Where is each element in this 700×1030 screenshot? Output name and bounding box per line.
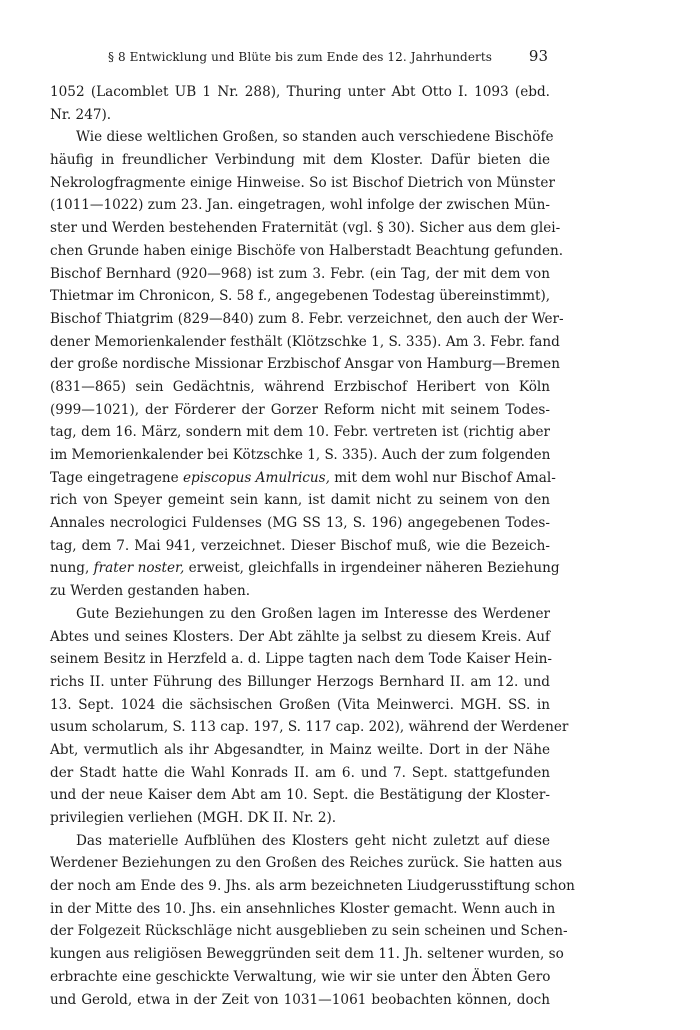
text-segment: im Memorienkalender bei Kötzschke 1, S. 335). Auch der zum folgenden [50,447,551,463]
text-line [50,194,550,217]
text-segment: (831—865) sein Gedächtnis, während Erzbischof Heribert von Köln [50,378,550,395]
text-segment: zu Werden gestanden haben. [50,583,251,600]
text-line [50,784,550,807]
body-text [50,81,575,1011]
text-line [50,467,556,490]
text-line [50,898,556,921]
text-line [50,943,564,966]
text-segment: Tage eingetragene [50,469,184,486]
text-line [50,989,550,1012]
text-segment: seinem Besitz in Herzfeld a. d. Lippe tagten nach dem Tode Kaiser Hein- [50,651,553,668]
text-line [50,240,564,263]
text-line [50,716,569,739]
text-segment: 1052 (Lacomblet UB 1 Nr. 288), Thuring unter Abt Otto I. 1093 (ebd. [50,84,550,100]
text-segment: Werdener Beziehungen zu den Großen des Reiches zurück. Sie hatten aus [50,855,563,872]
text-segment: dener Memorienkalender festhält (Klötzschke 1, S. 335). Am 3. Febr. fand [50,333,560,350]
text-segment: (1011—1022) zum 23. Jan. eingetragen, wohl infolge der zwischen Mün- [50,197,551,214]
text-segment: Bischof Bernhard (920—968) ist zum 3. Febr. (ein Tag, der mit dem von [50,265,550,282]
text-segment: der große nordische Missionar Erzbischof Ansgar von Hamburg—Bremen [50,356,560,373]
text-line [50,626,550,649]
text-segment: Bischof Thiatgrim (829—840) zum 8. Febr. verzeichnet, den auch der Wer- [50,310,564,327]
text-segment: Das materielle Aufblühen des Klosters geht nicht zuletzt auf diese [76,832,550,849]
text-line [50,331,560,354]
text-segment: tag, dem 7. Mai 941, verzeichnet. Dieser Bischof muß, wie die Bezeich- [50,537,550,554]
text-line [50,830,550,853]
running-title: § 8 Entwicklung und Blüte bis zum Ende des 12. Jahrhunderts [108,50,493,64]
text-line [50,920,568,943]
text-segment: Nr. 247). [50,106,112,123]
text-line [50,149,550,172]
text-line [50,648,553,671]
text-line [50,421,550,444]
text-line [50,966,550,989]
text-segment: nung, [50,560,94,577]
text-segment: rich von Speyer gemeint sein kann, ist damit nicht zu seinem von den [50,492,550,509]
text-segment: der noch am Ende des 9. Jhs. als arm bezeichneten Liudgerusstiftung schon [50,878,575,895]
text-line [50,580,550,603]
text-segment: Abtes und seines Klosters. Der Abt zählte ja selbst zu diesem Kreis. Auf [50,628,550,645]
text-line [50,285,550,308]
text-segment: und der neue Kaiser dem Abt am 10. Sept. die Bestätigung der Kloster- [50,787,550,804]
text-line [50,671,550,694]
text-line [50,217,561,240]
italic-phrase: frater noster, [93,560,185,577]
text-segment: mit dem wohl nur Bischof Amal- [329,469,556,486]
text-segment: ster und Werden bestehenden Fraternität (vgl. § 30). Sicher aus dem glei- [50,220,561,237]
text-line [50,694,550,717]
text-line [50,807,550,830]
text-segment: Gute Beziehungen zu den Großen lagen im Interesse des Werdener [76,605,550,622]
text-line [50,739,550,762]
text-segment: usum scholarum, S. 113 cap. 197, S. 117 cap. 202), während der Werdener [50,719,569,736]
text-line [50,512,550,535]
running-header [100,47,548,69]
text-segment: (999—1021), der Förderer der Gorzer Reform nicht mit seinem Todes- [50,401,550,418]
text-segment: richs II. unter Führung des Billunger Herzogs Bernhard II. am 12. und [50,673,550,690]
text-line [50,444,550,467]
text-segment: erbrachte eine geschickte Verwaltung, wie wir sie unter den Äbten Gero [50,968,551,985]
text-segment: erweist, gleichfalls in irgendeiner näheren Beziehung [184,560,560,577]
text-segment: Annales necrologici Fuldenses (MG SS 13, S. 196) angegebenen Todes- [50,515,550,532]
text-line [50,762,550,785]
text-segment: Wie diese weltlichen Großen, so standen auch verschiedene Bischöfe [76,129,554,146]
text-line [50,104,550,127]
text-segment: und Gerold, etwa in der Zeit von 1031—1061 beobachten können, doch [50,991,550,1008]
text-line [50,875,575,898]
text-segment: Thietmar im Chronicon, S. 58 f., angegebenen Todestag übereinstimmt), [50,288,551,305]
text-line [50,535,550,558]
text-segment: 13. Sept. 1024 die sächsischen Großen (Vita Meinwerci. MGH. SS. in [50,696,550,713]
text-line [50,172,555,195]
text-line [50,489,550,512]
text-segment: Abt, vermutlich als ihr Abgesandter, in Mainz weilte. Dort in der Nähe [50,741,550,758]
text-segment: tag, dem 16. März, sondern mit dem 10. Febr. vertreten ist (richtig aber [50,424,550,441]
text-line [50,81,550,104]
text-segment: kungen aus religiösen Beweggründen seit dem 11. Jh. seltener wurden, so [50,946,564,963]
text-segment: häufig in freundlicher Verbindung mit dem Kloster. Dafür bieten die [50,152,550,169]
text-segment: privilegien verliehen (MGH. DK II. Nr. 2). [50,810,337,826]
text-line [50,126,554,149]
text-line [50,263,550,286]
text-segment: der Folgezeit Rückschläge nicht ausgeblieben zu sein scheinen und Schen- [50,923,568,940]
text-line [50,376,550,399]
text-line [50,603,550,626]
text-segment: Nekrologfragmente einige Hinweise. So ist Bischof Dietrich von Münster [50,174,555,191]
text-line [50,852,563,875]
text-line [50,308,564,331]
text-line [50,399,550,422]
page-number: 93 [528,47,548,65]
text-line [50,557,560,580]
text-segment: der Stadt hatte die Wahl Konrads II. am 6. und 7. Sept. stattgefunden [50,764,550,781]
text-segment: in der Mitte des 10. Jhs. ein ansehnliches Kloster gemacht. Wenn auch in [50,900,556,917]
text-segment: chen Grunde haben einige Bischöfe von Halberstadt Beachtung gefunden. [50,242,564,259]
text-line [50,353,560,376]
italic-phrase: episcopus Amulricus, [183,469,330,486]
